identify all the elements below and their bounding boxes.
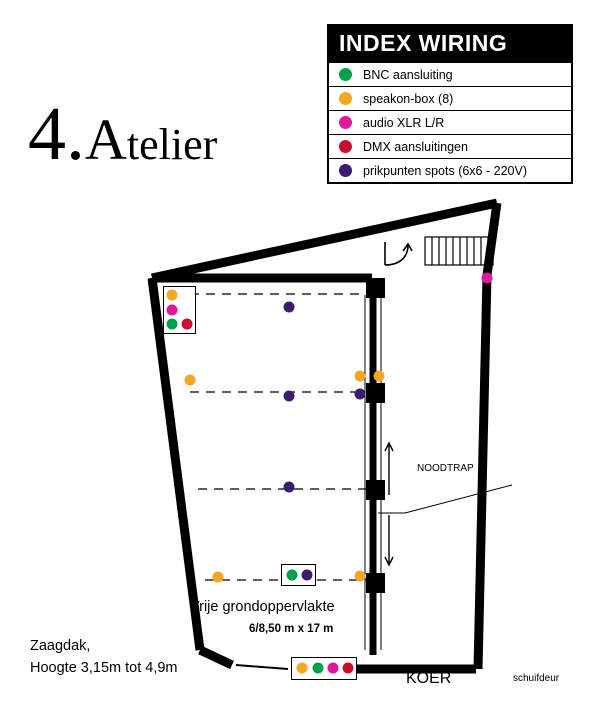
floorplan-drawing	[0, 195, 600, 701]
dmx-dot-icon	[339, 140, 352, 153]
marker-bnc-south[interactable]	[313, 663, 324, 674]
marker-speakon-nw-box[interactable]	[167, 290, 178, 301]
xlr-dot-icon	[339, 116, 352, 129]
legend-item-label: speakon-box (8)	[363, 91, 454, 106]
spots-dot-icon	[339, 164, 352, 177]
marker-spot-center-box[interactable]	[302, 570, 313, 581]
marker-dmx-south[interactable]	[343, 663, 354, 674]
legend-item-spots	[329, 158, 571, 182]
legend-item-bnc	[329, 62, 571, 86]
marker-spot-row2[interactable]	[284, 391, 295, 402]
annotation-koer: KOER	[406, 670, 452, 687]
marker-speakon-w-row2[interactable]	[185, 375, 196, 386]
marker-dmx-nw-box[interactable]	[182, 319, 193, 330]
marker-spot-row1[interactable]	[284, 302, 295, 313]
annotation-free-area-dimensions: 6/8,50 m x 17 m	[249, 623, 334, 635]
annotation-schuifdeur: schuifdeur	[513, 673, 560, 684]
bnc-dot-icon	[339, 68, 352, 81]
legend-item-label: BNC aansluiting	[363, 67, 453, 82]
south-openings	[236, 665, 288, 669]
legend-item-label: prikpunten spots (6x6 - 220V)	[363, 163, 527, 178]
sliding-door-leader-line	[378, 485, 512, 513]
legend-item-label: audio XLR L/R	[363, 115, 445, 130]
legend-panel	[327, 24, 573, 184]
dashed-reference-lines	[190, 294, 366, 580]
marker-bnc-center-box[interactable]	[287, 570, 298, 581]
marker-speakon-e-row2[interactable]	[355, 371, 366, 382]
annotation-free-area: Vrije grondoppervlakte	[190, 599, 335, 615]
annotation-zaagdak	[30, 635, 178, 679]
legend-item-label: DMX aansluitingen	[363, 139, 468, 154]
legend-item-dmx	[329, 134, 571, 158]
marker-bnc-nw-box[interactable]	[167, 319, 178, 330]
annotation-noodtrap: NOODTRAP	[417, 463, 474, 474]
marker-spot-row3[interactable]	[284, 482, 295, 493]
legend-item-xlr	[329, 110, 571, 134]
annotation-zaagdak-line2: Hoogte 3,15m tot 4,9m	[30, 660, 178, 676]
marker-speakon-w-row4[interactable]	[213, 572, 224, 583]
legend-item-speakon	[329, 86, 571, 110]
marker-xlr-south[interactable]	[328, 663, 339, 674]
emergency-stairs-icon	[425, 237, 493, 265]
page-title	[28, 92, 218, 176]
marker-speakon-e-row4[interactable]	[355, 571, 366, 582]
door-swing-icon	[385, 242, 412, 265]
legend-title: INDEX WIRING	[329, 26, 571, 62]
page-title-name-initial: A	[85, 107, 127, 172]
speakon-dot-icon	[339, 92, 352, 105]
marker-speakon-e2-row2[interactable]	[374, 371, 385, 382]
annotation-zaagdak-line1: Zaagdak,	[30, 638, 91, 654]
marker-xlr-nw-box[interactable]	[167, 305, 178, 316]
east-outer-wall	[478, 275, 487, 669]
page-title-number: 4.	[28, 92, 85, 176]
marker-xlr-noodtrap[interactable]	[482, 273, 493, 284]
marker-spot-e-row2[interactable]	[355, 389, 366, 400]
page-title-name-rest: telier	[126, 120, 218, 169]
marker-speakon-south-1[interactable]	[297, 663, 308, 674]
circulation-arrows	[385, 443, 393, 565]
